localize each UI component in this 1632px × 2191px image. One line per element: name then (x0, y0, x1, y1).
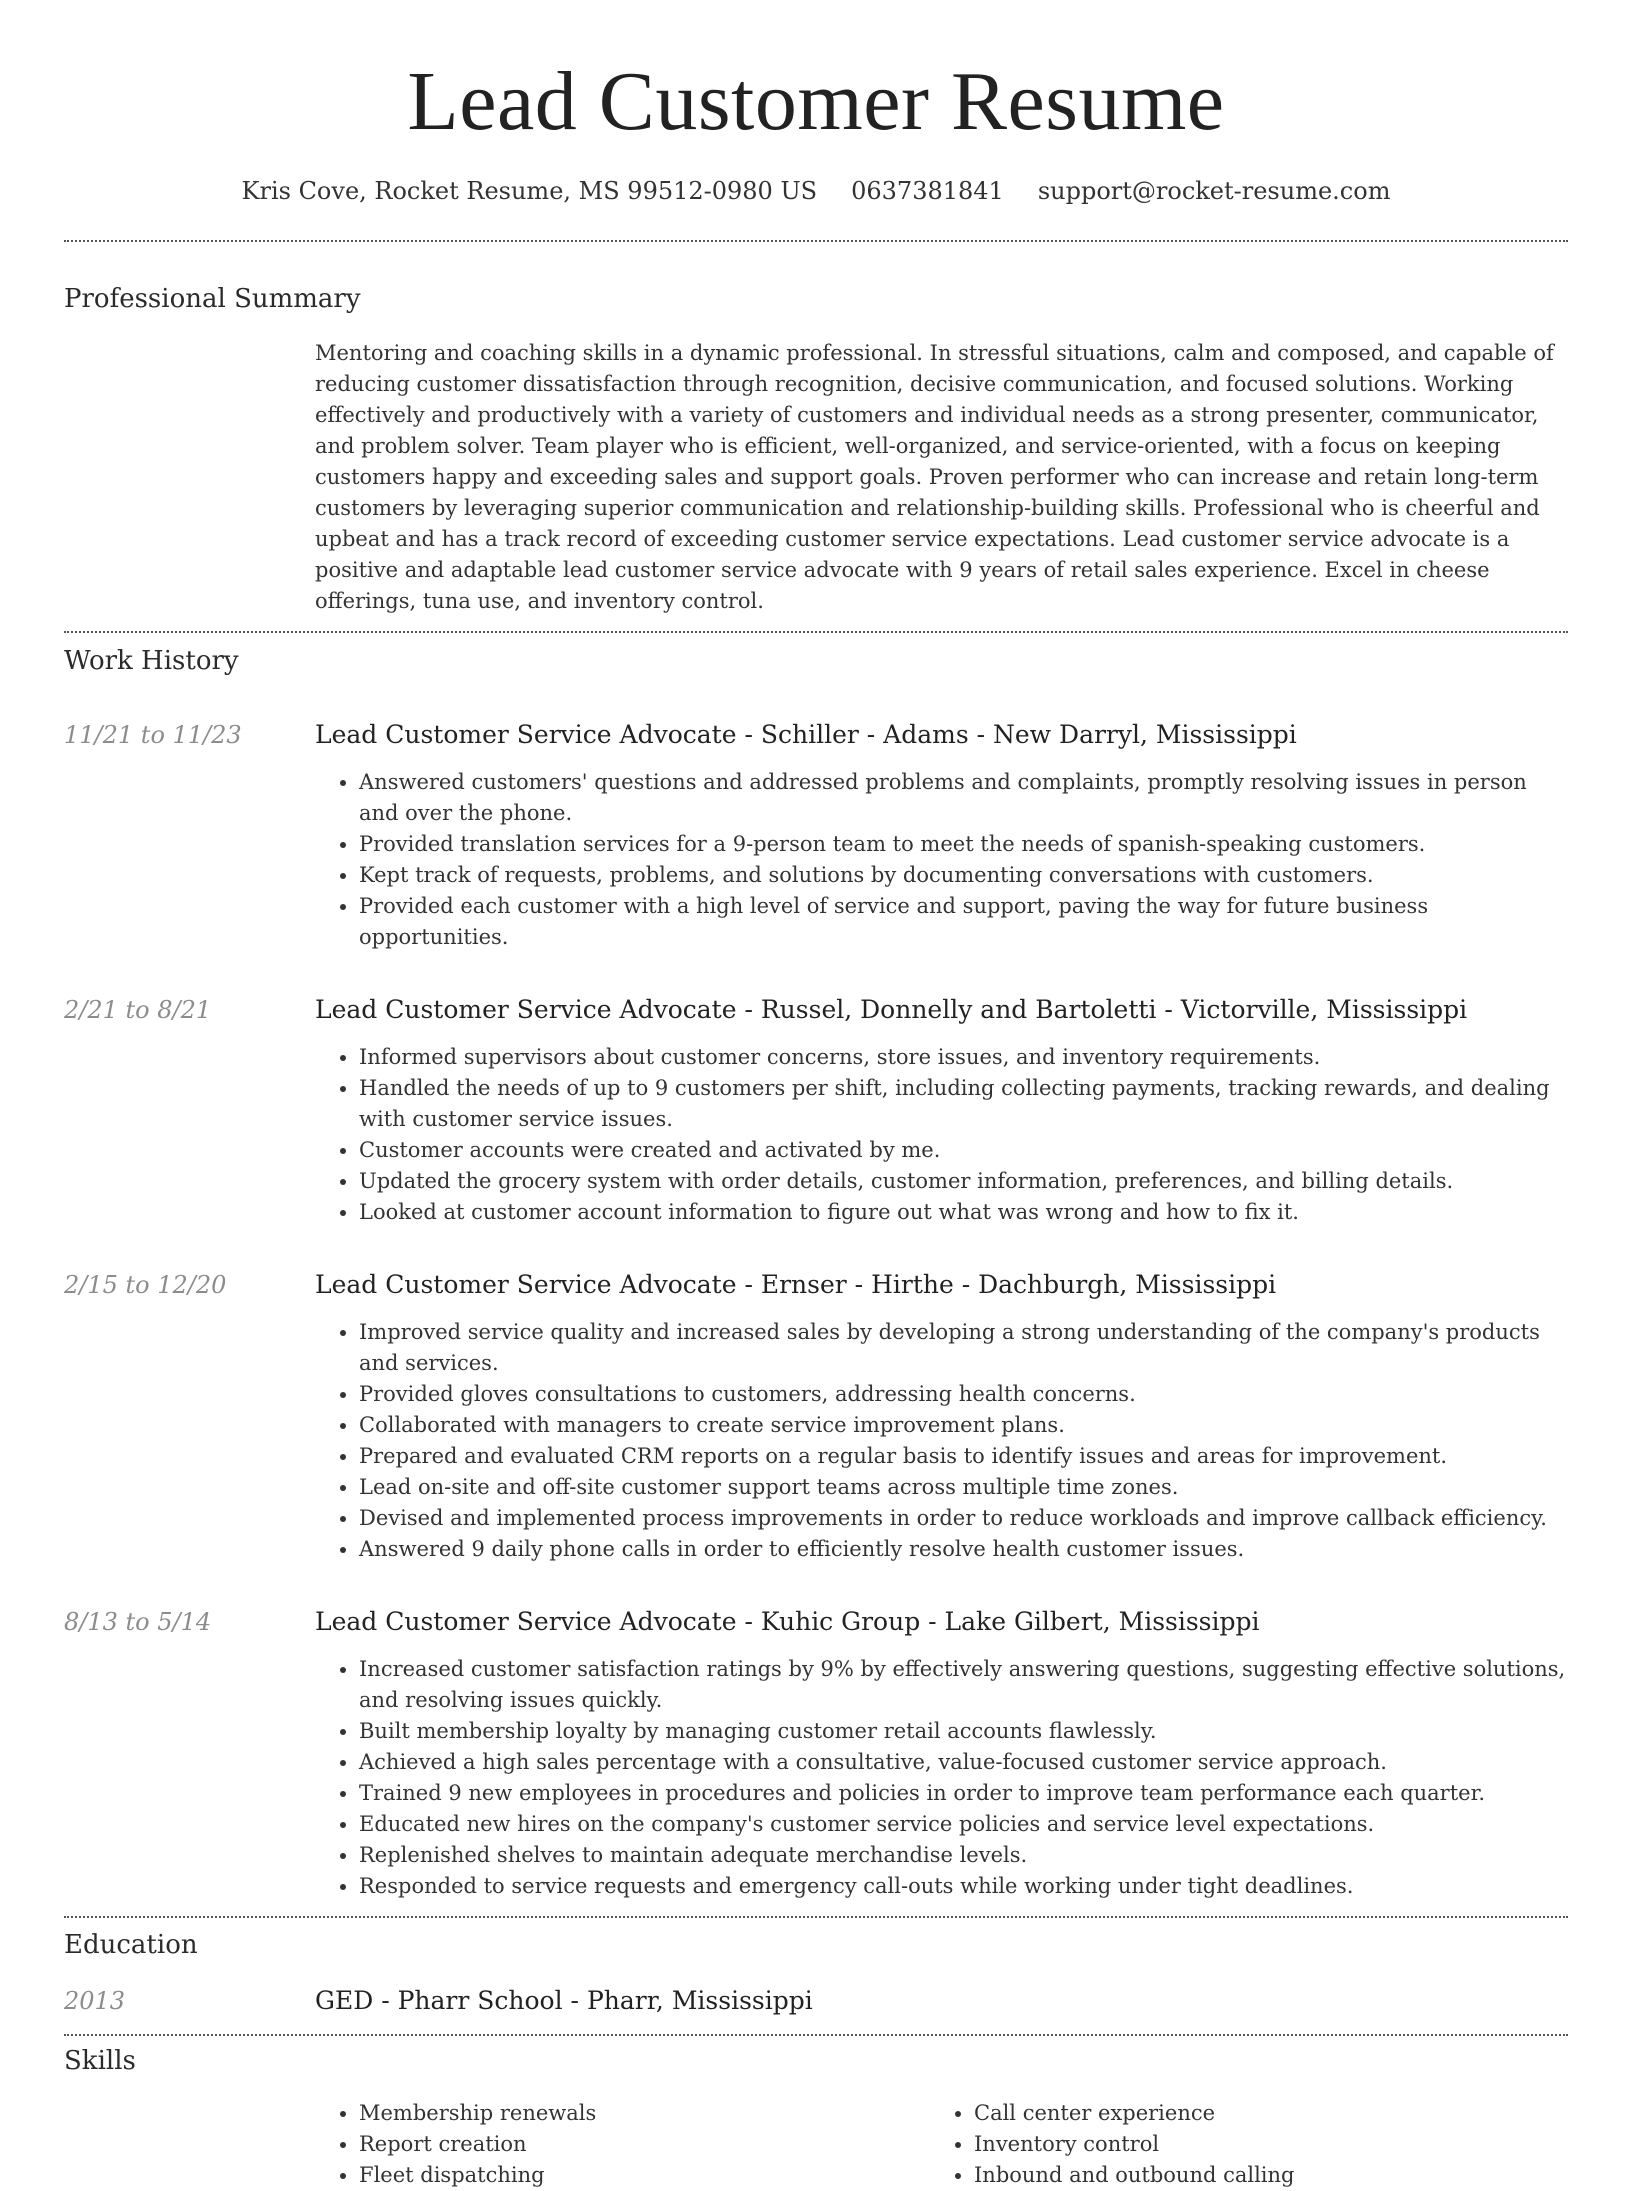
skill-item: • Inbound and outbound calling (974, 2160, 1545, 2191)
job-dates: 8/13 to 5/14 (64, 1608, 212, 1636)
job-bullets (315, 1654, 1568, 1902)
skill-item: • Membership renewals (359, 2098, 930, 2129)
list-item: • Updated the grocery system with order details, customer information, preferences, and billing details. (359, 1166, 1568, 1197)
work-history-heading: Work History (64, 646, 239, 676)
education-entry (64, 1984, 1568, 2018)
list-item: • Informed supervisors about customer concerns, store issues, and inventory requirements. (359, 1042, 1568, 1073)
job-entry (64, 993, 1568, 1228)
list-item: • Prepared and evaluated CRM reports on a regular basis to identify issues and areas for improvement. (359, 1441, 1568, 1472)
job-entry (64, 1605, 1568, 1902)
skill-item: • Inventory control (974, 2129, 1545, 2160)
contact-address: Kris Cove, Rocket Resume, MS 99512-0980 US (241, 177, 818, 205)
skill-item: • Report creation (359, 2129, 930, 2160)
job-title: Lead Customer Service Advocate - Russel, Donnelly and Bartoletti - Victorville, Mississippi (315, 995, 1468, 1024)
list-item: • Provided each customer with a high level of service and support, paving the way for future business opportunities. (359, 891, 1568, 953)
list-item: • Achieved a high sales percentage with a consultative, value-focused customer service approach. (359, 1747, 1568, 1778)
contact-email[interactable]: support@rocket-resume.com (1037, 177, 1391, 205)
contact-phone[interactable]: 0637381841 (851, 177, 1004, 205)
skill-item: • Call center experience (974, 2098, 1545, 2129)
job-dates: 11/21 to 11/23 (64, 721, 242, 749)
list-item: • Increased customer satisfaction ratings by 9% by effectively answering questions, suggesting effective solutions, and resolving issues quickly. (359, 1654, 1568, 1716)
list-item: • Answered 9 daily phone calls in order to efficiently resolve health customer issues. (359, 1534, 1568, 1565)
job-bullets (315, 1042, 1568, 1228)
resume-page (64, 0, 1568, 2191)
job-dates: 2/21 to 8/21 (64, 996, 212, 1024)
list-item: • Replenished shelves to maintain adequate merchandise levels. (359, 1840, 1568, 1871)
list-item: • Devised and implemented process improvements in order to reduce workloads and improve callback efficiency. (359, 1503, 1568, 1534)
list-item: • Trained 9 new employees in procedures and policies in order to improve team performance each quarter. (359, 1778, 1568, 1809)
list-item: • Lead on-site and off-site customer support teams across multiple time zones. (359, 1472, 1568, 1503)
summary-heading: Professional Summary (64, 284, 361, 314)
list-item: • Handled the needs of up to 9 customers per shift, including collecting payments, tracking rewards, and dealing with customer service issues. (359, 1073, 1568, 1135)
section-divider (64, 2034, 1568, 2036)
list-item: • Provided gloves consultations to customers, addressing health concerns. (359, 1379, 1568, 1410)
skills-heading: Skills (64, 2046, 136, 2076)
job-title: Lead Customer Service Advocate - Ernser - Hirthe - Dachburgh, Mississippi (315, 1270, 1277, 1299)
job-bullets (315, 767, 1568, 953)
resume-title: Lead Customer Resume (407, 55, 1225, 148)
job-entry (64, 1268, 1568, 1565)
list-item: • Improved service quality and increased sales by developing a strong understanding of the company's products and services. (359, 1317, 1568, 1379)
education-detail: GED - Pharr School - Pharr, Mississippi (315, 1986, 813, 2015)
list-item: • Answered customers' questions and addressed problems and complaints, promptly resolving issues in person and over the phone. (359, 767, 1568, 829)
contact-line (64, 174, 1568, 208)
job-title: Lead Customer Service Advocate - Schiller - Adams - New Darryl, Mississippi (315, 720, 1297, 749)
education-heading: Education (64, 1930, 198, 1960)
job-title: Lead Customer Service Advocate - Kuhic Group - Lake Gilbert, Mississippi (315, 1607, 1260, 1636)
list-item: • Responded to service requests and emergency call-outs while working under tight deadlines. (359, 1871, 1568, 1902)
list-item: • Built membership loyalty by managing customer retail accounts flawlessly. (359, 1716, 1568, 1747)
list-item: • Looked at customer account information to figure out what was wrong and how to fix it. (359, 1197, 1568, 1228)
section-divider (64, 240, 1568, 242)
skill-item: • Fleet dispatching (359, 2160, 930, 2191)
list-item: • Kept track of requests, problems, and solutions by documenting conversations with customers. (359, 860, 1568, 891)
list-item: • Educated new hires on the company's customer service policies and service level expectations. (359, 1809, 1568, 1840)
section-divider (64, 1916, 1568, 1918)
job-dates: 2/15 to 12/20 (64, 1271, 227, 1299)
education-year: 2013 (64, 1987, 126, 2015)
summary-text: Mentoring and coaching skills in a dynamic professional. In stressful situations, calm and composed, and capable of reducing customer dissatisfaction through recognition, decisive communication, and focused solutions. Working effectively and productively with a variety of customers and individual needs as a strong presenter, communicator, and problem solver. Team player who is efficient, well-organized, and service-oriented, with a focus on keeping customers happy and exceeding sales and support goals. Proven performer who can increase and retain long-term customers by leveraging superior communication and relationship-building skills. Professional who is cheerful and upbeat and has a track record of exceeding customer service expectations. Lead customer service advocate is a positive and adaptable lead customer service advocate with 9 years of retail sales experience. Excel in cheese offerings, tuna use, and inventory control. (315, 341, 1554, 613)
list-item: • Customer accounts were created and activated by me. (359, 1135, 1568, 1166)
list-item: • Collaborated with managers to create service improvement plans. (359, 1410, 1568, 1441)
job-bullets (315, 1317, 1568, 1565)
job-entry (64, 718, 1568, 953)
section-divider (64, 631, 1568, 633)
list-item: • Provided translation services for a 9-person team to meet the needs of spanish-speaking customers. (359, 829, 1568, 860)
